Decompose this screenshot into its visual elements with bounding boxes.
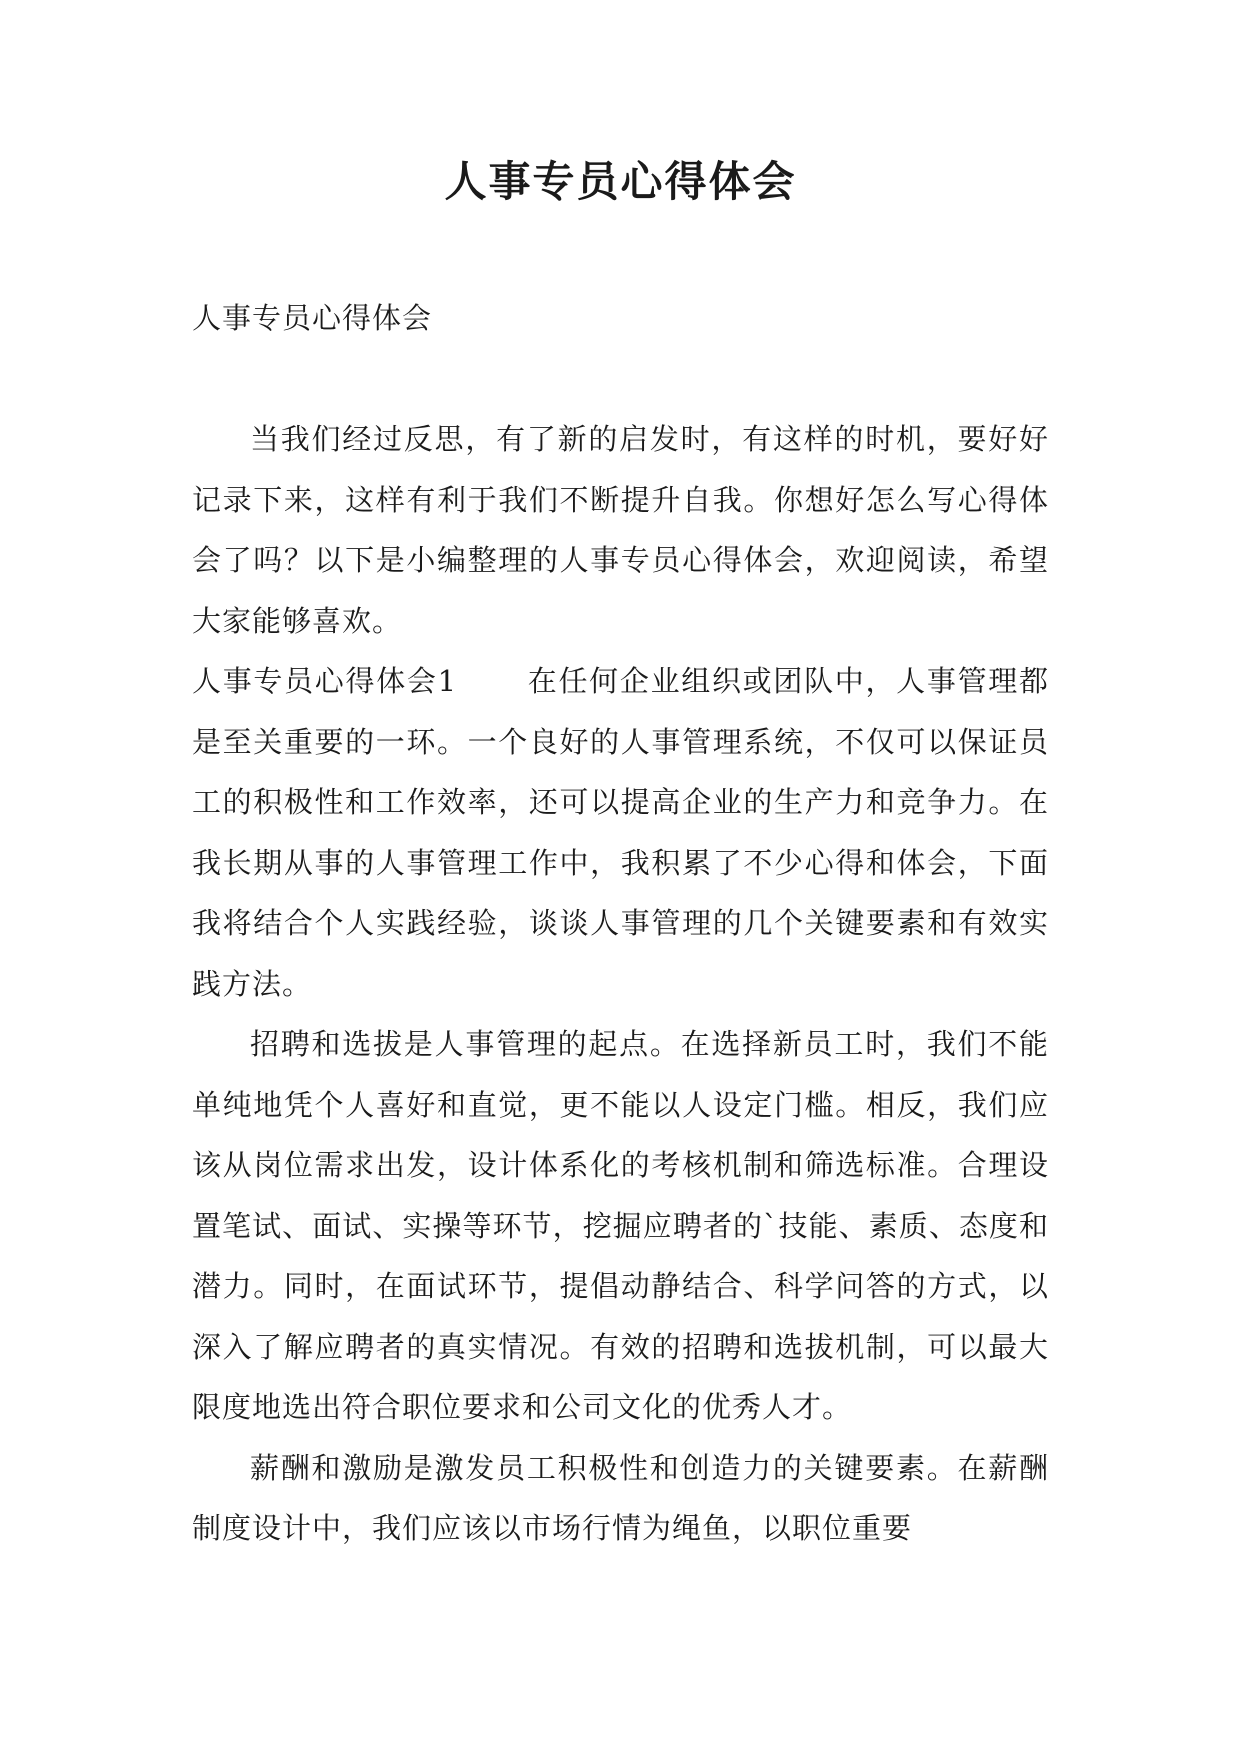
recruitment-paragraph: 招聘和选拔是人事管理的起点。在选择新员工时，我们不能单纯地凭个人喜好和直觉，更不能以人设定门槛。相反，我们应该从岗位需求出发，设计体系化的考核机制和筛选标准。合理设置笔试、面试、实操等环节，挖掘应聘者的`技能、素质、态度和潜力。同时，在面试环节，提倡动静结合、科学问答的方式，以深入了解应聘者的真实情况。有效的招聘和选拔机制，可以最大限度地选出符合职位要求和公司文化的优秀人才。 bbox=[192, 1027, 1049, 1424]
document-body bbox=[192, 288, 1049, 1559]
section-1-text: 在任何企业组织或团队中，人事管理都是至关重要的一环。一个良好的人事管理系统，不仅可以保证员工的积极性和工作效率，还可以提高企业的生产力和竞争力。在我长期从事的人事管理工作中，我积累了不少心得和体会，下面我将结合个人实践经验，谈谈人事管理的几个关键要素和有效实践方法。 bbox=[192, 664, 1049, 1001]
section-1-paragraph bbox=[192, 651, 1049, 1014]
compensation-paragraph: 薪酬和激励是激发员工积极性和创造力的关键要素。在薪酬制度设计中，我们应该以市场行情为绳鱼，以职位重要 bbox=[192, 1450, 1049, 1545]
intro-paragraph: 当我们经过反思，有了新的启发时，有这样的时机，要好好记录下来，这样有利于我们不断提升自我。你想好怎么写心得体会了吗？以下是小编整理的人事专员心得体会，欢迎阅读，希望大家能够喜欢。 bbox=[192, 422, 1049, 638]
document-title: 人事专员心得体会 bbox=[444, 157, 797, 206]
section-1-heading: 人事专员心得体会1 bbox=[192, 664, 458, 698]
document-subtitle: 人事专员心得体会 bbox=[192, 301, 433, 335]
